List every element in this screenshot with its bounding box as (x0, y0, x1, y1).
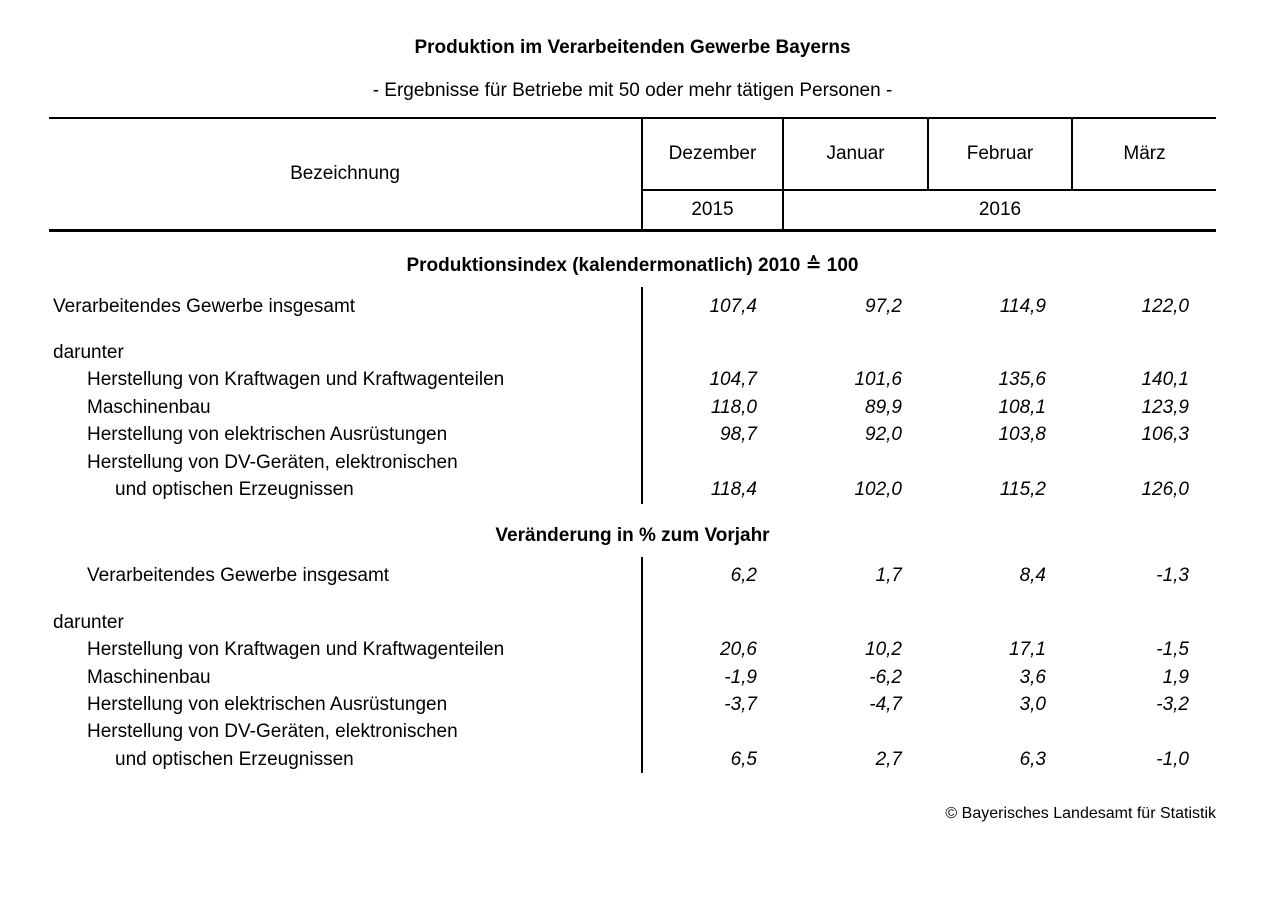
row-label: und optischen Erzeugnissen (115, 479, 354, 501)
page-subtitle: - Ergebnisse für Betriebe mit 50 oder mehr tätigen Personen - (372, 80, 893, 101)
value-cell: 1,7 (875, 565, 902, 587)
table-row (49, 394, 1216, 421)
value-cell: 8,4 (1019, 565, 1046, 587)
table-row (49, 449, 1216, 476)
header-label-column: Bezeichnung (49, 119, 643, 229)
table-row (49, 422, 1216, 449)
value-cell: 106,3 (1141, 424, 1189, 446)
column-divider-line (641, 287, 643, 504)
row-label: Herstellung von Kraftwagen und Kraftwagenteilen (87, 639, 505, 661)
value-cell: -1,3 (1156, 565, 1189, 587)
value-cell: 101,6 (854, 369, 902, 391)
table-row (49, 719, 1216, 746)
page-title: Produktion im Verarbeitenden Gewerbe Bayerns (414, 37, 851, 58)
copyright-note: © Bayerisches Landesamt für Statistik (945, 805, 1216, 823)
value-cell: -3,2 (1156, 693, 1189, 715)
value-cell: 6,2 (730, 565, 757, 587)
value-cell: 122,0 (1141, 295, 1189, 317)
row-label: Herstellung von elektrischen Ausrüstungen (87, 693, 448, 715)
row-label: darunter (53, 611, 124, 633)
header-year-2016: 2016 (978, 199, 1022, 220)
value-cell: 97,2 (865, 295, 902, 317)
value-cell: 92,0 (865, 424, 902, 446)
row-label: Verarbeitendes Gewerbe insgesamt (53, 295, 356, 317)
value-cell: 3,6 (1019, 666, 1046, 688)
value-cell: 2,7 (875, 748, 902, 770)
value-cell: -1,0 (1156, 748, 1189, 770)
table-row (49, 293, 1216, 320)
header-month-februar: Februar (929, 119, 1073, 191)
table-header (49, 117, 1216, 232)
value-cell: 126,0 (1141, 479, 1189, 501)
value-cell: 114,9 (999, 295, 1046, 317)
table-row (49, 637, 1216, 664)
column-divider-line (641, 557, 643, 774)
document-page (0, 37, 1261, 898)
value-cell: -4,7 (869, 693, 902, 715)
row-label: darunter (53, 342, 124, 364)
header-month-januar: Januar (784, 119, 929, 191)
row-label: Maschinenbau (87, 396, 211, 418)
value-cell: 135,6 (998, 369, 1046, 391)
value-cell: -3,7 (724, 693, 757, 715)
section-heading-produktionsindex: Produktionsindex (kalendermonatlich) 2010 ≙ 100 (406, 255, 859, 276)
section-heading-veraenderung: Veränderung in % zum Vorjahr (495, 524, 770, 546)
table-row (49, 746, 1216, 773)
value-cell: 118,4 (710, 479, 757, 501)
value-cell: 3,0 (1019, 693, 1046, 715)
table-row (49, 691, 1216, 718)
value-cell: 103,8 (998, 424, 1046, 446)
value-cell: 6,3 (1019, 748, 1046, 770)
table-content (49, 37, 1216, 823)
row-label: Herstellung von elektrischen Ausrüstungen (87, 424, 448, 446)
value-cell: 17,1 (1009, 639, 1046, 661)
value-cell: -6,2 (869, 666, 902, 688)
section-rows-veraenderung (49, 557, 1216, 774)
table-row (49, 339, 1216, 366)
value-cell: 115,2 (999, 479, 1046, 501)
header-month-dezember: Dezember (643, 119, 784, 191)
row-label: und optischen Erzeugnissen (115, 748, 354, 770)
value-cell: 102,0 (854, 479, 902, 501)
row-label: Herstellung von DV-Geräten, elektronischen (87, 721, 458, 743)
value-cell: -1,9 (724, 666, 757, 688)
value-cell: 20,6 (720, 639, 757, 661)
value-cell: 6,5 (730, 748, 757, 770)
row-label: Herstellung von DV-Geräten, elektronischen (87, 451, 458, 473)
table-row (49, 563, 1216, 590)
value-cell: 108,1 (998, 396, 1046, 418)
row-label: Herstellung von Kraftwagen und Kraftwagenteilen (87, 369, 505, 391)
row-label: Maschinenbau (87, 666, 211, 688)
section-rows-produktionsindex (49, 287, 1216, 504)
value-cell: 89,9 (865, 396, 902, 418)
value-cell: 98,7 (720, 424, 757, 446)
value-cell: 104,7 (709, 369, 757, 391)
value-cell: 1,9 (1162, 666, 1189, 688)
value-cell: 118,0 (710, 396, 757, 418)
table-row (49, 367, 1216, 394)
value-cell: 10,2 (865, 639, 902, 661)
value-cell: 123,9 (1141, 396, 1189, 418)
value-cell: -1,5 (1156, 639, 1189, 661)
table-row (49, 664, 1216, 691)
value-cell: 140,1 (1141, 369, 1189, 391)
header-year-2015: 2015 (643, 191, 784, 229)
header-month-maerz: März (1073, 119, 1216, 191)
row-label: Verarbeitendes Gewerbe insgesamt (87, 565, 390, 587)
value-cell: 107,4 (709, 295, 757, 317)
table-row (49, 476, 1216, 503)
table-row (49, 609, 1216, 636)
